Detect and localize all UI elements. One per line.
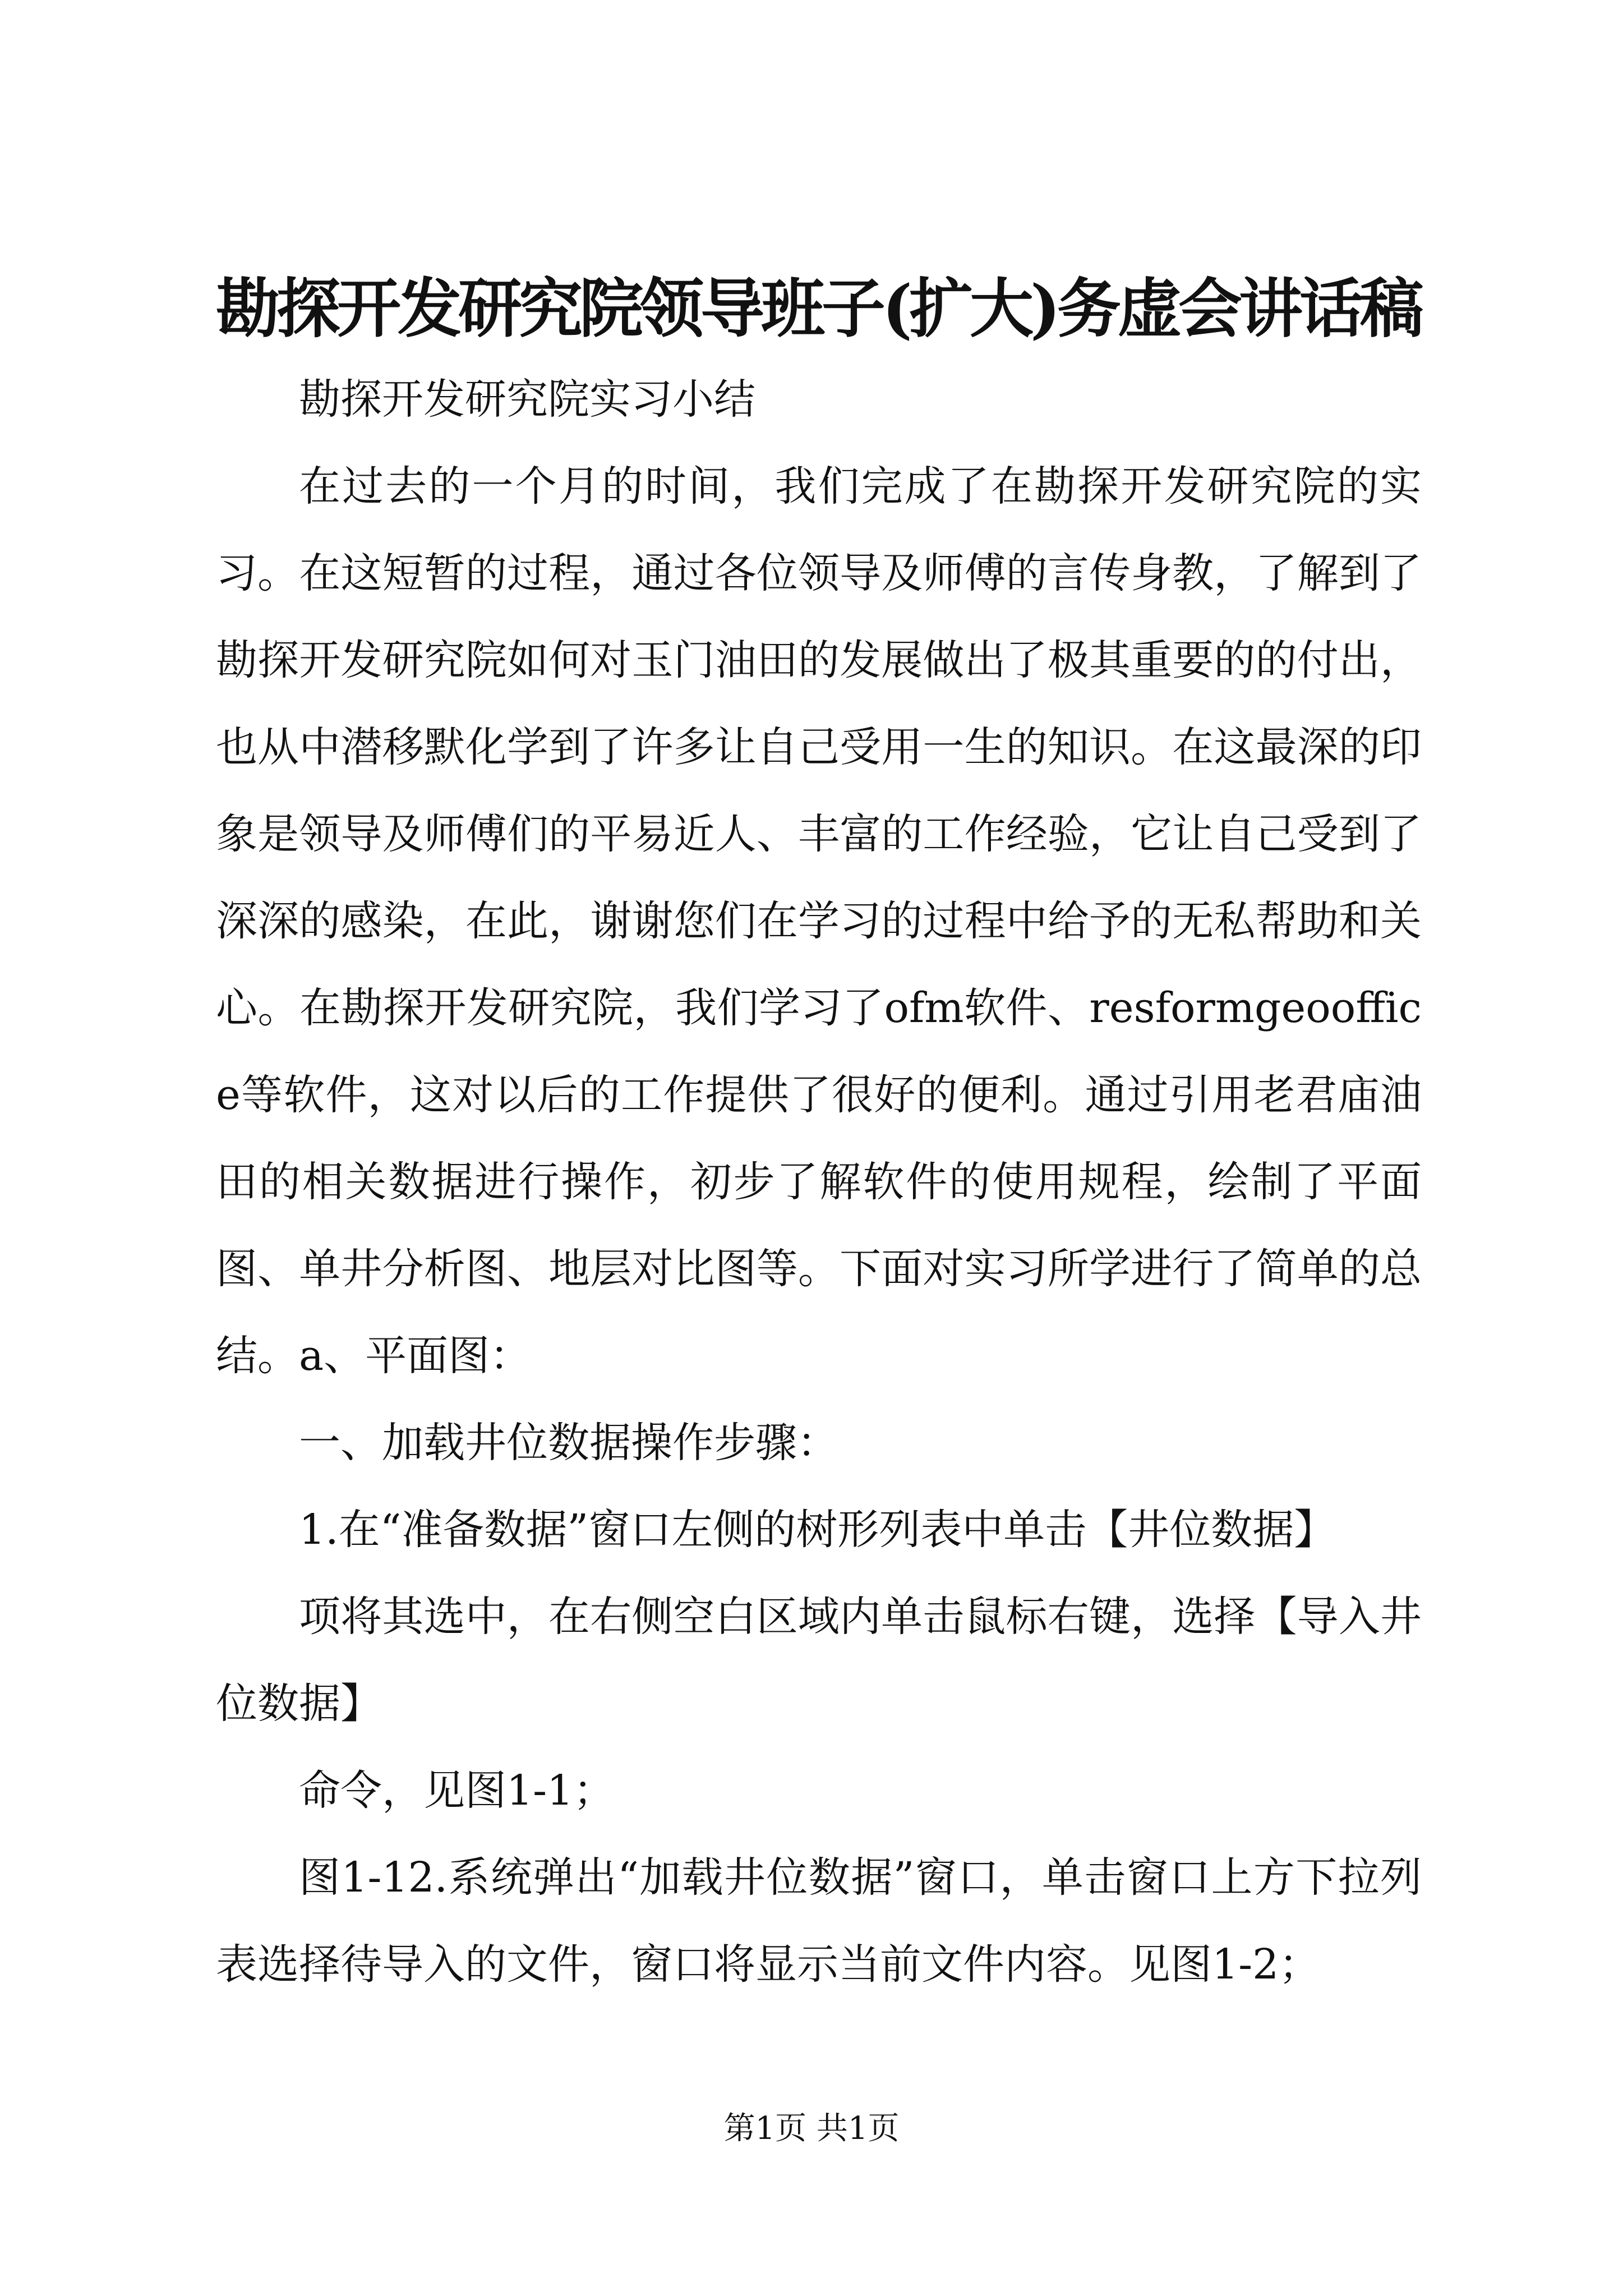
paragraph-step-1-cont: 项将其选中，在右侧空白区域内单击鼠标右键，选择【导入井位数据】 xyxy=(216,1593,1422,1728)
paragraph-intro: 在过去的一个月的时间，我们完成了在勘探开发研究院的实习。在这短暂的过程，通过各位领导及师傅的言传身教，了解到了勘探开发研究院如何对玉门油田的发展做出了极其重要的的付出，也从中潜移默化学到了许多让自己受用一生的知识。在这最深的印象是领导及师傅们的平易近人、丰富的工作经验，它让自己受到了深深的感染，在此，谢谢您们在学习的过程中给予的无私帮助和关心。在勘探开发研究院，我们学习了ofm软件、resformgeooffice等软件，这对以后的工作提供了很好的便利。通过引用老君庙油田的相关数据进行操作，初步了解软件的使用规程，绘制了平面图、单井分析图、地层对比图等。下面对实习所学进行了简单的总结。a、平面图： xyxy=(216,462,1422,1380)
document-title: 勘探开发研究院领导班子(扩大)务虚会讲话稿 xyxy=(216,271,1421,346)
page-footer: 第1页 共1页 xyxy=(723,2110,900,2147)
paragraph-command: 命令，见图1-1； xyxy=(299,1766,615,1815)
paragraph-subtitle: 勘探开发研究院实习小结 xyxy=(299,375,755,424)
paragraph-step-1: 1.在“准备数据”窗口左侧的树形列表中单击【井位数据】 xyxy=(299,1506,1336,1554)
document-body xyxy=(216,356,1422,2008)
paragraph-step-2: 图1-12.系统弹出“加载井位数据”窗口，单击窗口上方下拉列表选择待导入的文件，窗口将显示当前文件内容。见图1-2； xyxy=(216,1853,1422,1989)
paragraph-section-heading: 一、加载井位数据操作步骤： xyxy=(299,1419,838,1467)
